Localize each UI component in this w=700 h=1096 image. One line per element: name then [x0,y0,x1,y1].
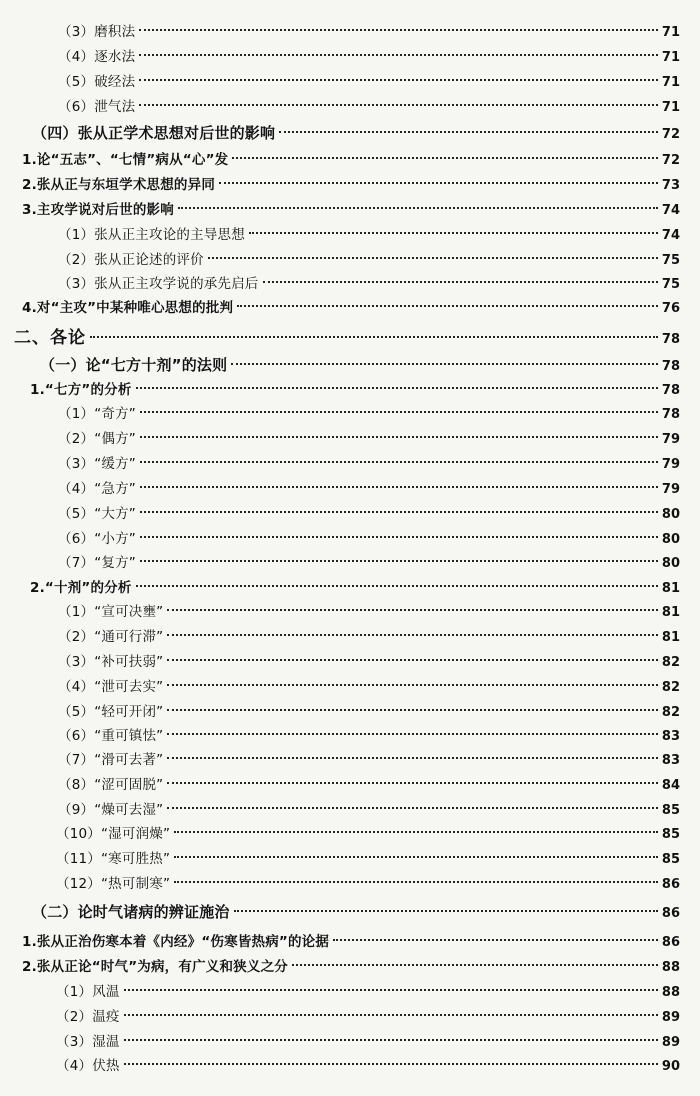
toc-entry-title: 1.张从正治伤寒本着《内经》“伤寒皆热病”的论据 [22,934,330,950]
toc-entry-title: （6）“重可镇怯” [58,728,164,744]
toc-entry-page: 89 [661,1035,680,1050]
dot-leader [139,29,658,31]
toc-entry-page: 72 [661,153,680,168]
dot-leader [333,939,658,941]
dot-leader [249,232,658,234]
toc-entry-title: （4）逐水法 [58,49,136,65]
toc-entry-title: （2）“通可行滞” [58,629,164,645]
toc-entry [30,576,680,600]
toc-entry-title: 1.“七方”的分析 [30,382,132,398]
toc-entry-page: 78 [661,383,680,398]
dot-leader [140,461,658,463]
toc-entry [58,70,680,94]
dot-leader [174,856,658,858]
dot-leader [167,782,658,784]
dot-leader [219,182,658,184]
dot-leader [124,989,658,991]
toc-entry [58,675,680,699]
toc-entry-title: 二、各论 [14,328,86,348]
toc-entry [30,378,680,402]
toc-entry-title: （5）“轻可开闭” [58,704,164,720]
toc-entry-title: （1）风温 [56,984,120,1000]
toc-entry [22,955,680,979]
toc-entry-page: 85 [661,803,680,818]
toc-entry-title: （4）“泄可去实” [58,679,164,695]
toc-entry-title: （6）“小方” [58,531,136,547]
toc-entry-page: 79 [661,457,680,472]
dot-leader [136,387,658,389]
toc-entry-page: 78 [661,359,680,374]
dot-leader [139,79,658,81]
toc-entry-title: （9）“燥可去湿” [58,802,164,818]
toc-entry-title: （2）温疫 [56,1009,120,1025]
toc-entry [14,326,680,350]
toc-entry-page: 82 [661,705,680,720]
toc-entry-title: （四）张从正学术思想对后世的影响 [32,124,276,142]
dot-leader [167,609,658,611]
toc-entry [56,980,680,1004]
toc-entry-title: （3）“缓方” [58,456,136,472]
toc-entry-title: 3.主攻学说对后世的影响 [22,202,174,218]
dot-leader [167,684,658,686]
toc-entry [58,625,680,649]
toc-entry [58,272,680,296]
toc-entry [58,95,680,119]
toc-entry-page: 86 [661,906,680,921]
toc-entry [58,20,680,44]
toc-entry-page: 81 [661,630,680,645]
toc-entry-page: 79 [661,482,680,497]
dot-leader [178,207,658,209]
toc-entry-page: 83 [661,753,680,768]
toc-entry-page: 72 [661,127,680,142]
toc-entry-title: （10）“湿可润燥” [56,826,171,842]
dot-leader [140,560,658,562]
toc-entry-title: （7）“复方” [58,555,136,571]
dot-leader [167,709,658,711]
toc-entry-page: 75 [661,277,680,292]
dot-leader [139,104,658,106]
dot-leader [167,733,658,735]
toc-entry-page: 85 [661,852,680,867]
dot-leader [231,363,658,365]
dot-leader [124,1014,658,1016]
toc-entry-title: （8）“涩可固脱” [58,777,164,793]
toc-entry-title: （二）论时气诸病的辨证施治 [32,903,230,921]
toc-entry-title: （1）“奇方” [58,406,136,422]
toc-entry-page: 82 [661,655,680,670]
dot-leader [124,1039,658,1041]
toc-entry-title: （4）“急方” [58,481,136,497]
toc-entry [58,748,680,772]
dot-leader [237,305,658,307]
toc-entry-page: 80 [661,507,680,522]
toc-entry [22,930,680,954]
toc-entry-page: 82 [661,680,680,695]
toc-entry [22,296,680,320]
toc-entry-title: （5）破经法 [58,74,136,90]
toc-entry-page: 78 [661,407,680,422]
toc-entry-page: 83 [661,729,680,744]
dot-leader [167,807,658,809]
dot-leader [234,910,658,912]
toc-entry [58,600,680,624]
toc-entry-title: （一）论“七方十剂”的法则 [40,356,228,374]
dot-leader [139,54,658,56]
toc-entry [32,121,680,145]
toc-entry-page: 75 [661,253,680,268]
toc-entry-page: 79 [661,432,680,447]
toc-entry-title: 2.张从正论“时气”为病，有广义和狭义之分 [22,959,288,975]
toc-entry-title: （1）“宣可决壅” [58,604,164,620]
toc-entry [58,248,680,272]
toc-entry [58,402,680,426]
toc-entry-page: 81 [661,581,680,596]
toc-entry-title: （2）张从正论述的评价 [58,252,204,268]
toc-entry-title: （3）张从正主攻学说的承先启后 [58,276,259,292]
toc-entry [58,223,680,247]
dot-leader [140,436,658,438]
toc-entry-page: 88 [661,960,680,975]
toc-entry-page: 81 [661,605,680,620]
toc-entry [32,900,680,924]
toc-entry [22,148,680,172]
toc-entry-page: 89 [661,1010,680,1025]
toc-entry-page: 85 [661,827,680,842]
toc-entry [22,173,680,197]
toc-entry [58,724,680,748]
toc-entry-page: 71 [661,75,680,90]
toc-entry-page: 71 [661,100,680,115]
toc-entry-page: 80 [661,556,680,571]
toc-entry [56,847,680,871]
dot-leader [208,257,658,259]
toc-entry [40,353,680,377]
toc-entry [58,650,680,674]
dot-leader [232,157,658,159]
dot-leader [167,659,658,661]
toc-entry-title: （12）“热可制寒” [56,876,171,892]
toc-entry-title: 2.“十剂”的分析 [30,580,132,596]
toc-entry-page: 76 [661,301,680,316]
toc-entry-page: 86 [661,935,680,950]
toc-entry [22,198,680,222]
toc-entry-title: （3）磨积法 [58,24,136,40]
toc-entry-page: 73 [661,178,680,193]
toc-entry-page: 90 [661,1059,680,1074]
toc-entry [58,452,680,476]
toc-entry-title: （7）“滑可去著” [58,752,164,768]
dot-leader [263,281,658,283]
toc-entry-title: （5）“大方” [58,506,136,522]
toc-entry-title: （1）张从正主攻论的主导思想 [58,227,245,243]
toc-entry-title: （3）湿温 [56,1034,120,1050]
toc-entry-page: 80 [661,532,680,547]
toc-entry-title: （2）“偶方” [58,431,136,447]
dot-leader [279,131,658,133]
toc-entry [58,502,680,526]
dot-leader [90,336,658,338]
toc-entry-title: （6）泄气法 [58,99,136,115]
toc-entry [56,822,680,846]
toc-entry-title: 2.张从正与东垣学术思想的异同 [22,177,216,193]
toc-entry-page: 71 [661,50,680,65]
toc-entry [56,1005,680,1029]
dot-leader [140,486,658,488]
dot-leader [167,757,658,759]
toc-entry [58,527,680,551]
toc-entry-page: 78 [661,332,680,347]
toc-entry-page: 86 [661,877,680,892]
toc-entry [56,1054,680,1078]
dot-leader [136,585,658,587]
toc-entry-page: 88 [661,985,680,1000]
toc-entry [58,427,680,451]
dot-leader [140,536,658,538]
toc-entry-title: （3）“补可扶弱” [58,654,164,670]
toc-entry-title: （11）“寒可胜热” [56,851,171,867]
dot-leader [174,881,658,883]
dot-leader [140,411,658,413]
toc-entry [58,773,680,797]
dot-leader [124,1063,658,1065]
dot-leader [140,511,658,513]
toc-entry-page: 84 [661,778,680,793]
dot-leader [174,831,658,833]
toc-entry-page: 74 [661,228,680,243]
toc-entry [58,700,680,724]
toc-entry [56,872,680,896]
toc-entry-title: （4）伏热 [56,1058,120,1074]
toc-entry-page: 74 [661,203,680,218]
toc-entry [58,477,680,501]
toc-entry [58,798,680,822]
toc-entry-title: 4.对“主攻”中某种唯心思想的批判 [22,300,234,316]
dot-leader [292,964,658,966]
dot-leader [167,634,658,636]
toc-entry [56,1030,680,1054]
toc-entry-title: 1.论“五志”、“七情”病从“心”发 [22,152,229,168]
toc-entry [58,551,680,575]
toc-entry [58,45,680,69]
toc-entry-page: 71 [661,25,680,40]
